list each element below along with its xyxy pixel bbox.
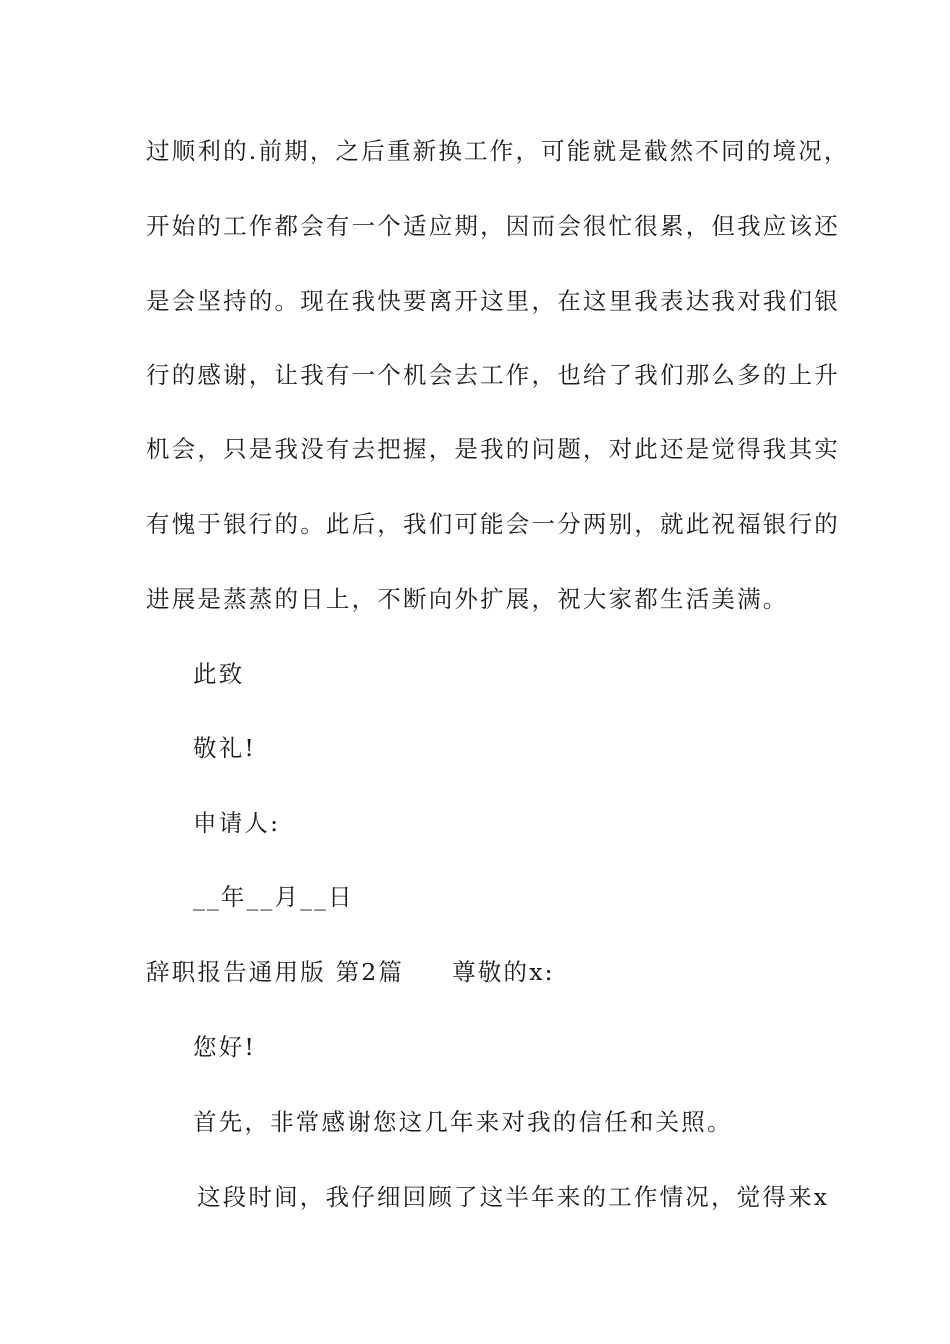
paragraph-line: 开始的工作都会有一个适应期，因而会很忙很累，但我应该还 <box>146 212 840 240</box>
paragraph-line: 行的感谢，让我有一个机会去工作，也给了我们那么多的上升 <box>146 361 840 389</box>
paragraph-line: 这段时间，我仔细回顾了这半年来的工作情况，觉得来x <box>197 1183 830 1211</box>
section-heading-line <box>146 957 555 987</box>
closing-text: 此致 <box>193 660 245 688</box>
paragraph-line: 是会坚持的。现在我快要离开这里，在这里我表达我对我们银 <box>146 287 840 315</box>
recipient-text: 尊敬的x: <box>452 958 555 986</box>
thanks-paragraph: 首先，非常感谢您这几年来对我的信任和关照。 <box>193 1108 733 1136</box>
date-line: __年__月__日 <box>193 883 354 911</box>
section-title: 辞职报告通用版 第2篇 <box>146 958 405 986</box>
greeting-text: 您好! <box>193 1033 257 1061</box>
paragraph-line: 有愧于银行的。此后，我们可能会一分两别，就此祝福银行的 <box>146 510 840 538</box>
paragraph-line: 过顺利的.前期，之后重新换工作，可能就是截然不同的境况， <box>146 137 850 165</box>
paragraph-line: 机会，只是我没有去把握，是我的问题，对此还是觉得我其实 <box>146 435 840 463</box>
salute-text: 敬礼! <box>193 734 257 762</box>
applicant-label: 申请人: <box>193 809 281 837</box>
paragraph-line: 进展是蒸蒸的日上，不断向外扩展，祝大家都生活美满。 <box>146 585 789 613</box>
